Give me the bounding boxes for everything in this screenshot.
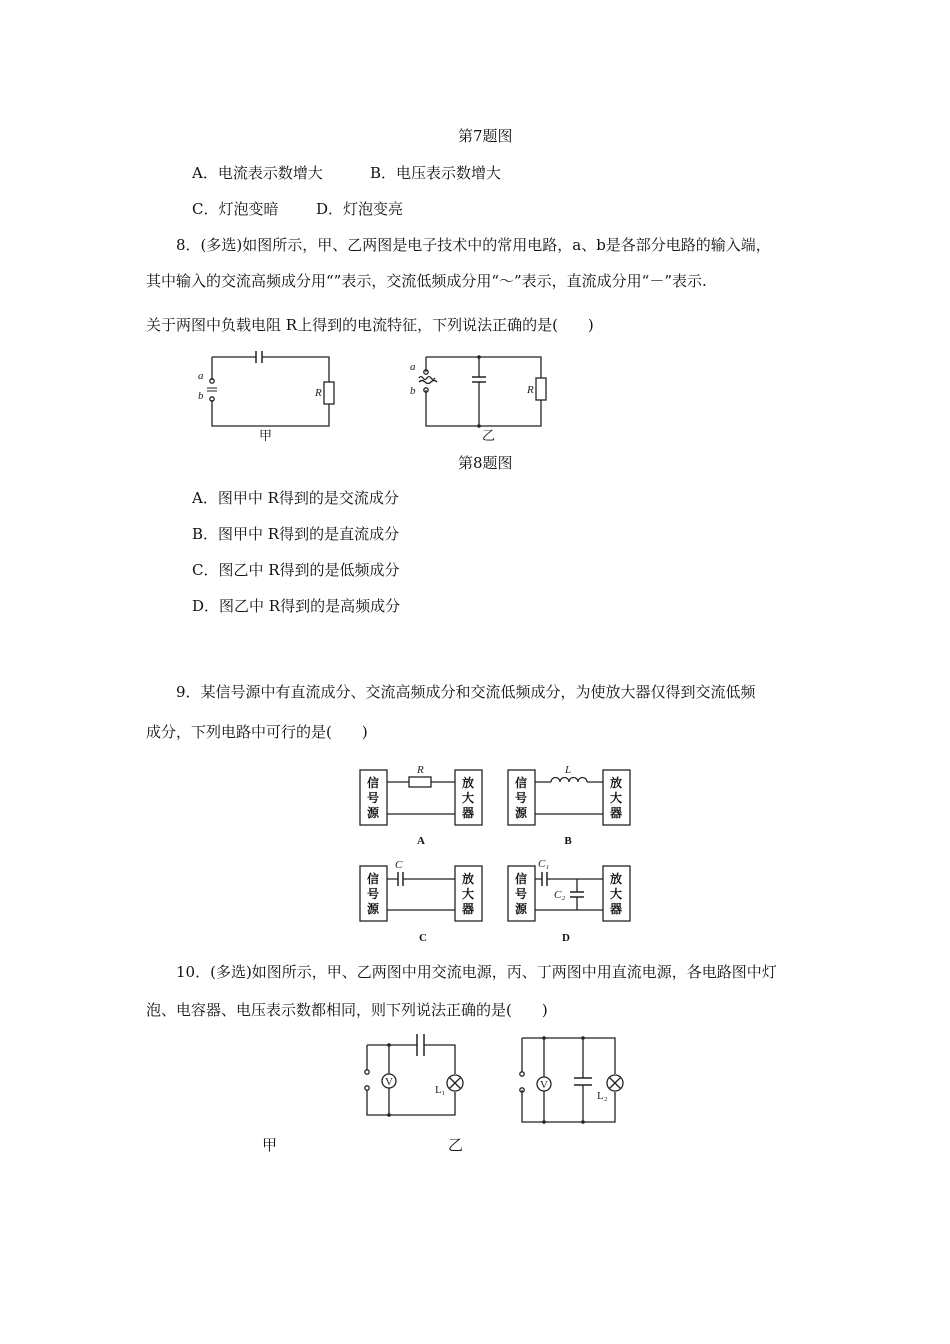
- svg-text:器: 器: [609, 806, 623, 820]
- svg-text:信: 信: [366, 872, 380, 886]
- svg-text:源: 源: [366, 806, 380, 820]
- q9-d-capacitor2-label: C₂: [554, 889, 566, 901]
- svg-text:源: 源: [514, 806, 528, 820]
- q10-circuit-jia: [355, 1030, 475, 1125]
- svg-text:器: 器: [461, 806, 475, 820]
- svg-text:大: 大: [609, 887, 623, 901]
- q9-d-capacitor1-label: C₁: [538, 858, 550, 870]
- q9-option-b-label: B: [564, 835, 572, 847]
- svg-text:源: 源: [366, 902, 380, 916]
- q10-yi-lamp-label: L₂: [597, 1090, 608, 1102]
- svg-text:源: 源: [514, 902, 528, 916]
- q9-circuit-options: [355, 760, 635, 950]
- q8-jia-terminal-b: b: [198, 390, 204, 402]
- svg-text:大: 大: [609, 791, 623, 805]
- q10-jia-caption: 甲: [262, 1136, 278, 1154]
- q9-a-resistor-label: R: [417, 764, 424, 776]
- q10-yi-voltmeter-label: V: [540, 1079, 548, 1091]
- svg-text:号: 号: [366, 791, 380, 805]
- q7-figure-caption: 第7题图: [458, 127, 513, 145]
- svg-text:放: 放: [461, 872, 475, 886]
- q10-jia-lamp-label: L₁: [435, 1084, 446, 1096]
- q8-yi-resistor-label: R: [527, 384, 534, 396]
- q9-option-a-label: A: [417, 835, 425, 847]
- q8-stem-line-1: 8．(多选)如图所示，甲、乙两图是电子技术中的常用电路，a、b是各部分电路的输入端，: [176, 236, 771, 254]
- svg-text:信: 信: [514, 872, 528, 886]
- svg-text:器: 器: [609, 902, 623, 916]
- q7-option-a: A．电流表示数增大: [192, 164, 323, 182]
- svg-text:号: 号: [514, 887, 528, 901]
- q8-yi-terminal-a: a: [410, 361, 416, 373]
- q9-stem-line-1: 9．某信号源中有直流成分、交流高频成分和交流低频成分，为使放大器仅得到交流低频: [176, 683, 756, 701]
- svg-text:信: 信: [514, 776, 528, 790]
- q8-stem-line-3: 关于两图中负载电阻 R上得到的电流特征，下列说法正确的是( ): [146, 316, 594, 334]
- svg-text:大: 大: [461, 791, 475, 805]
- q9-option-c-circuit: [360, 859, 482, 944]
- q8-jia-caption: 甲: [259, 429, 273, 444]
- svg-text:器: 器: [461, 902, 475, 916]
- q8-option-c: C．图乙中 R得到的是低频成分: [192, 561, 400, 579]
- svg-text:信: 信: [366, 776, 380, 790]
- q9-b-inductor-label: L: [565, 764, 572, 776]
- q8-yi-terminal-b: b: [410, 385, 416, 397]
- svg-text:放: 放: [609, 776, 623, 790]
- q8-yi-caption: 乙: [482, 429, 496, 444]
- svg-text:号: 号: [514, 791, 528, 805]
- svg-text:大: 大: [461, 887, 475, 901]
- q10-stem-line-1: 10．(多选)如图所示，甲、乙两图中用交流电源，丙、丁两图中用直流电源，各电路图中灯: [176, 963, 777, 981]
- q7-option-c: C．灯泡变暗: [192, 200, 279, 218]
- svg-text:放: 放: [461, 776, 475, 790]
- q8-option-d: D．图乙中 R得到的是高频成分: [192, 597, 401, 615]
- q10-yi-caption: 乙: [448, 1136, 464, 1154]
- q9-option-d-label: D: [562, 932, 570, 944]
- q9-stem-line-2: 成分，下列电路中可行的是( ): [146, 723, 368, 741]
- svg-text:号: 号: [366, 887, 380, 901]
- q8-jia-resistor-label: R: [315, 387, 322, 399]
- q10-circuit-yi: [510, 1030, 635, 1125]
- q9-option-c-label: C: [419, 932, 427, 944]
- q8-option-a: A．图甲中 R得到的是交流成分: [192, 489, 399, 507]
- q9-option-b-circuit: [508, 764, 630, 847]
- q8-figure-caption: 第8题图: [458, 454, 513, 472]
- svg-text:放: 放: [609, 872, 623, 886]
- q8-jia-terminal-a: a: [198, 370, 204, 382]
- q7-option-b: B．电压表示数增大: [370, 164, 502, 182]
- q9-option-a-circuit: [360, 764, 482, 847]
- q10-jia-voltmeter-label: V: [385, 1076, 393, 1088]
- q8-stem-line-2: 其中输入的交流高频成分用“”表示，交流低频成分用“～”表示，直流成分用“－”表示.: [146, 272, 707, 290]
- q7-option-d: D．灯泡变亮: [316, 200, 404, 218]
- q9-option-d-circuit: [508, 858, 630, 944]
- q10-stem-line-2: 泡、电容器、电压表示数都相同，则下列说法正确的是( ): [146, 1001, 548, 1019]
- q8-option-b: B．图甲中 R得到的是直流成分: [192, 525, 400, 543]
- q9-c-capacitor-label: C: [395, 859, 403, 871]
